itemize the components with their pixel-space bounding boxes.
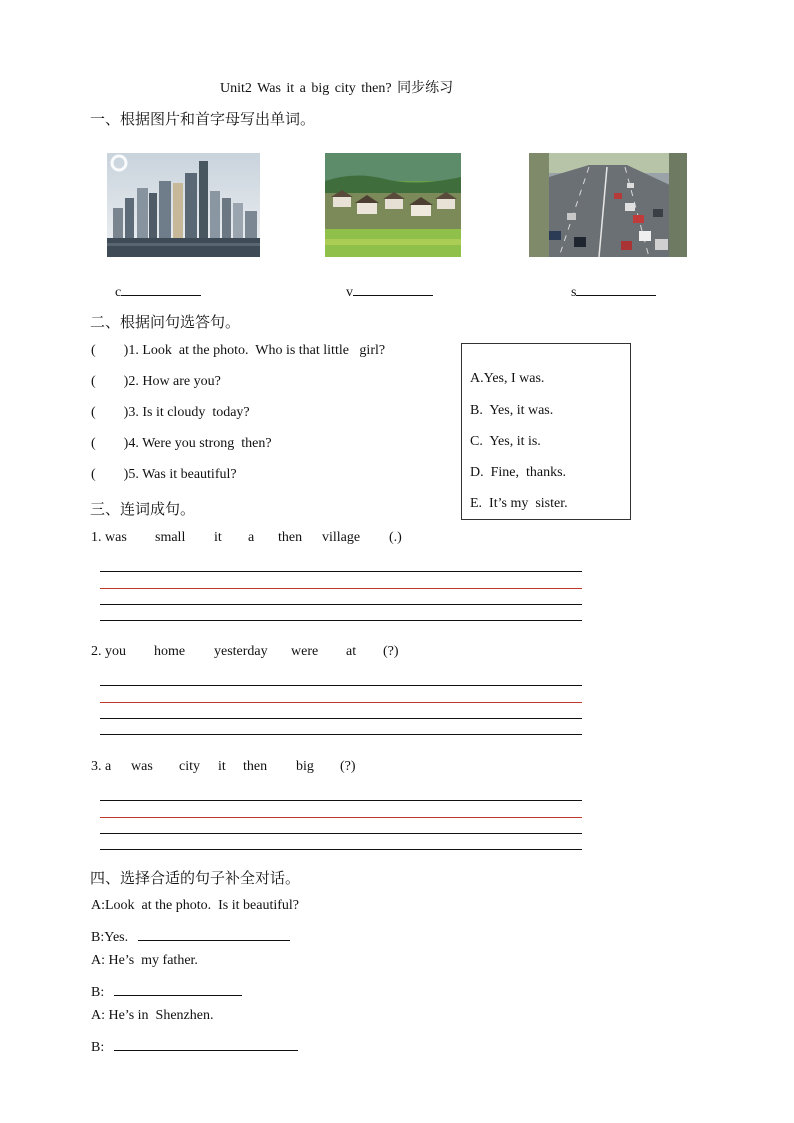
writing-line-2a[interactable] <box>100 685 582 686</box>
section2-heading: 二、根据问句选答句。 <box>90 315 241 331</box>
street-picture <box>529 153 687 257</box>
word-blank-s[interactable]: s <box>571 281 656 301</box>
dialog-blank-1[interactable] <box>138 926 290 941</box>
dialog-line-1: A:Look at the photo. Is it beautiful? <box>91 898 300 913</box>
question-4[interactable]: ( )4. Were you strong then? <box>91 436 272 451</box>
question-5[interactable]: ( )5. Was it beautiful? <box>91 467 237 482</box>
dialog-line-5: A: He’s in Shenzhen. <box>91 1008 214 1023</box>
village-picture <box>325 153 461 257</box>
dialog-line-6[interactable]: B: <box>91 1036 298 1056</box>
dialog-line-2[interactable]: B:Yes. <box>91 926 290 946</box>
writing-line-1c[interactable] <box>100 604 582 605</box>
question-1[interactable]: ( )1. Look at the photo. Who is that little girl? <box>91 343 386 358</box>
city-picture <box>107 153 260 257</box>
writing-line-2d[interactable] <box>100 734 582 735</box>
answer-option-e: E. It’s my sister. <box>470 496 568 511</box>
question-2[interactable]: ( )2. How are you? <box>91 374 221 389</box>
writing-line-2b[interactable] <box>100 702 582 703</box>
writing-line-3a[interactable] <box>100 800 582 801</box>
writing-line-3d[interactable] <box>100 849 582 850</box>
answer-option-c: C. Yes, it is. <box>470 434 541 449</box>
section1-heading: 一、根据图片和首字母写出单词。 <box>90 112 316 128</box>
dialog-line-3: A: He’s my father. <box>91 953 198 968</box>
dialog-blank-2[interactable] <box>114 981 242 996</box>
writing-line-2c[interactable] <box>100 718 582 719</box>
word-blank-v[interactable]: v <box>346 281 433 301</box>
dialog-line-4[interactable]: B: <box>91 981 242 1001</box>
answer-option-b: B. Yes, it was. <box>470 403 554 418</box>
writing-line-3b[interactable] <box>100 817 582 818</box>
word-blank-c[interactable]: c <box>115 281 201 301</box>
writing-line-1d[interactable] <box>100 620 582 621</box>
question-3[interactable]: ( )3. Is it cloudy today? <box>91 405 250 420</box>
answer-option-a: A.Yes, I was. <box>470 371 545 386</box>
answer-options-box <box>461 343 631 520</box>
section4-heading: 四、选择合适的句子补全对话。 <box>90 871 301 887</box>
section3-heading: 三、连词成句。 <box>90 502 196 518</box>
dialog-blank-3[interactable] <box>114 1036 298 1051</box>
writing-line-1a[interactable] <box>100 571 582 572</box>
answer-option-d: D. Fine, thanks. <box>470 465 567 480</box>
writing-line-1b[interactable] <box>100 588 582 589</box>
writing-line-3c[interactable] <box>100 833 582 834</box>
page-title: Unit2 Was it a big city then? 同步练习 <box>220 81 454 96</box>
